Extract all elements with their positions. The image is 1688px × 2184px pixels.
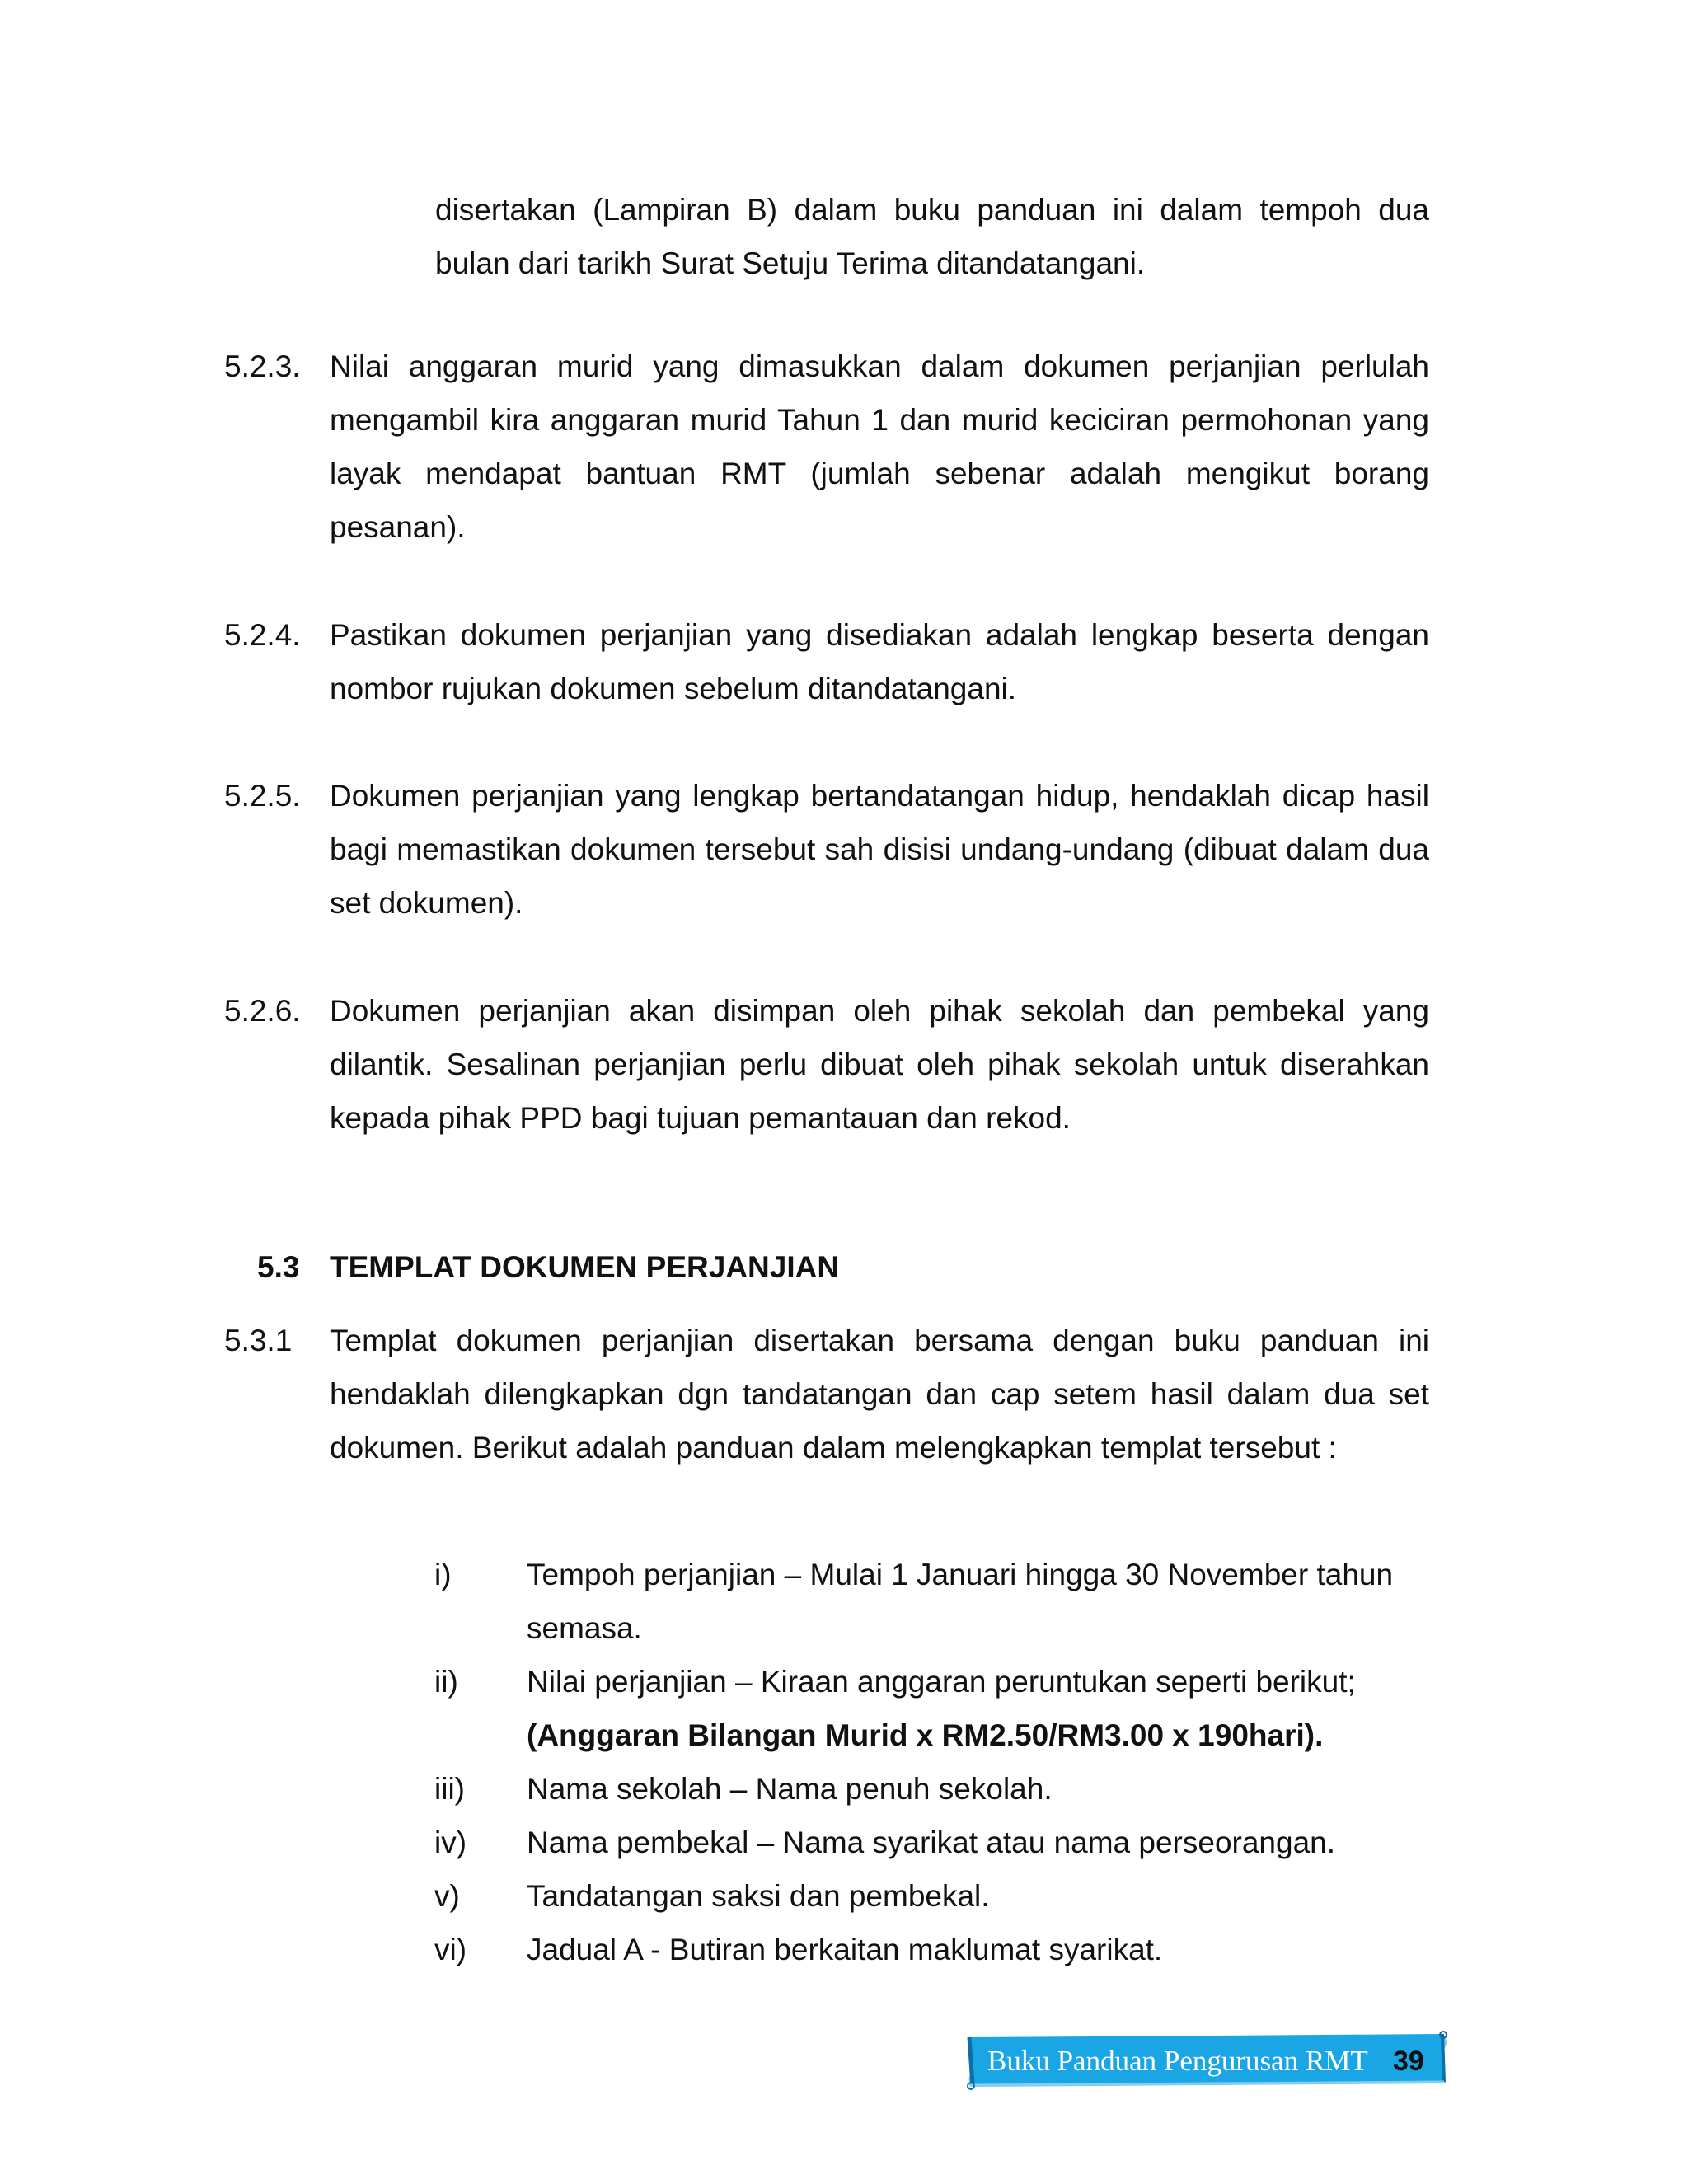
clause-text: Templat dokumen perjanjian disertakan bersama dengan buku panduan ini hendaklah dilengkapkan dgn tandatangan dan cap setem hasil dalam dua set dokumen. Berikut adalah panduan dalam melengkapkan templat tersebut :: [330, 1324, 1429, 1465]
list-item-marker: vi): [434, 1933, 467, 1966]
clause-5-2-4: [224, 608, 1429, 715]
list-item-text: Tandatangan saksi dan pembekal.: [527, 1879, 990, 1913]
clause-5-2-6: [224, 984, 1429, 1145]
list-item-text: Nama pembekal – Nama syarikat atau nama perseorangan.: [527, 1825, 1336, 1859]
clause-number: 5.2.6.: [224, 994, 301, 1028]
clause-text: Pastikan dokumen perjanjian yang disediakan adalah lengkap beserta dengan nombor rujukan dokumen sebelum ditandatangani.: [330, 618, 1429, 705]
list-item-text: Tempoh perjanjian – Mulai 1 Januari hingga 30 November tahun semasa.: [527, 1558, 1394, 1645]
clause-text: Dokumen perjanjian akan disimpan oleh pihak sekolah dan pembekal yang dilantik. Sesalinan perjanjian perlu dibuat oleh pihak sekolah untuk diserahkan kepada pihak PPD bagi tujuan pemantauan dan rekod.: [330, 994, 1429, 1135]
clause-5-3-1: [224, 1314, 1429, 1474]
clause-number: 5.3.1: [224, 1324, 293, 1357]
formula-text: (Anggaran Bilangan Murid x RM2.50/RM3.00 x 190hari).: [527, 1718, 1324, 1752]
page-number: 39: [1393, 2046, 1424, 2077]
list-item: [434, 1548, 1448, 1655]
list-item-marker: iv): [434, 1825, 467, 1859]
clause-text: Dokumen perjanjian yang lengkap bertandatangan hidup, hendaklah dicap hasil bagi memastikan dokumen tersebut sah disisi undang-undang (dibuat dalam dua set dokumen).: [330, 779, 1429, 920]
list-item: [434, 1762, 1448, 1816]
list-item-text: Nama sekolah – Nama penuh sekolah.: [527, 1772, 1053, 1806]
footer-title: Buku Panduan Pengurusan RMT: [987, 2045, 1368, 2077]
section-title: TEMPLAT DOKUMEN PERJANJIAN: [330, 1250, 840, 1284]
clause-5-2-3: [224, 340, 1429, 554]
clause-number: 5.2.3.: [224, 349, 301, 383]
list-item: [434, 1816, 1448, 1869]
list-item-marker: i): [434, 1558, 452, 1591]
clause-text: Nilai anggaran murid yang dimasukkan dalam dokumen perjanjian perlulah mengambil kira anggaran murid Tahun 1 dan murid keciciran permohonan yang layak mendapat bantuan RMT (jumlah sebenar adalah mengikut borang pesanan).: [330, 349, 1429, 544]
footer-banner: [963, 2031, 1454, 2092]
section-heading: [257, 1240, 839, 1294]
clause-5-2-5: [224, 769, 1429, 930]
list-item: [434, 1923, 1448, 1976]
list-item-marker: iii): [434, 1772, 465, 1806]
section-number: 5.3: [257, 1250, 300, 1284]
template-guide-list: [434, 1548, 1448, 1976]
list-item: [434, 1869, 1448, 1923]
list-item-text: Jadual A - Butiran berkaitan maklumat syarikat.: [527, 1933, 1163, 1966]
intro-paragraph: disertakan (Lampiran B) dalam buku panduan ini dalam tempoh dua bulan dari tarikh Surat Setuju Terima ditandatangani.: [435, 193, 1429, 280]
list-item-marker: ii): [434, 1665, 458, 1699]
clause-number: 5.2.4.: [224, 618, 301, 652]
list-item: [434, 1655, 1448, 1762]
list-item-marker: v): [434, 1879, 460, 1913]
list-item-text: Nilai perjanjian – Kiraan anggaran peruntukan seperti berikut;: [527, 1665, 1356, 1699]
clause-number: 5.2.5.: [224, 779, 301, 813]
